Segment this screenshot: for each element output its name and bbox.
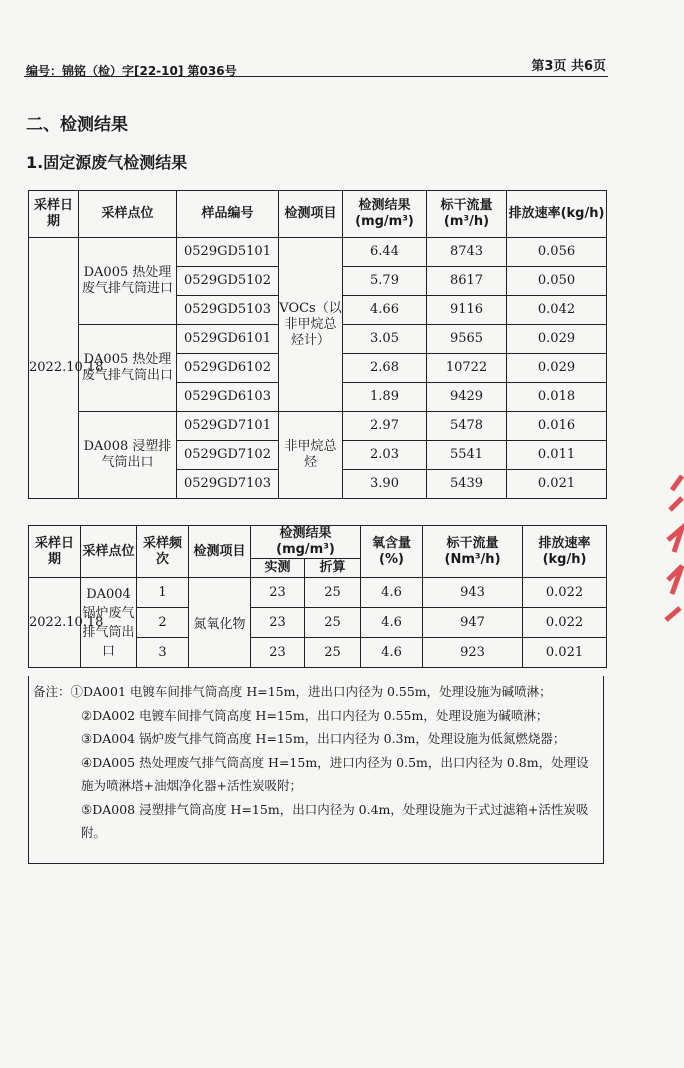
table-header-row — [29, 526, 607, 559]
rate-value: 0.016 — [507, 412, 607, 441]
table-row — [29, 238, 607, 267]
flow-value: 5541 — [427, 441, 507, 470]
frequency-value: 2 — [137, 608, 189, 638]
header-flow: 标干流量(m³/h) — [427, 191, 507, 238]
seal-stamp-edge — [664, 470, 684, 640]
measured-value: 23 — [251, 578, 305, 608]
result-value: 1.89 — [343, 383, 427, 412]
rate-value: 0.021 — [507, 470, 607, 499]
flow-value: 9565 — [427, 325, 507, 354]
remark-4: ④DA005 热处理废气排气筒高度 H=15m，进口内径为 0.5m，出口内径为 0.8m，处理设施为喷淋塔+油烟净化器+活性炭吸附； — [81, 754, 589, 793]
sample-id: 0529GD5102 — [177, 267, 279, 296]
flow-value: 10722 — [427, 354, 507, 383]
result-value: 3.90 — [343, 470, 427, 499]
header-measured: 实测 — [251, 559, 305, 578]
result-value: 4.66 — [343, 296, 427, 325]
header-date: 采样日期 — [29, 191, 79, 238]
converted-value: 25 — [305, 638, 361, 668]
rate-value: 0.042 — [507, 296, 607, 325]
remark-5: ⑤DA008 浸塑排气筒高度 H=15m，出口内径为 0.4m，处理设施为干式过滤箱+活性炭吸附。 — [81, 801, 589, 840]
boiler-nox-results-table — [28, 525, 607, 668]
flow-value: 943 — [423, 578, 523, 608]
rate-value: 0.018 — [507, 383, 607, 412]
result-value: 5.79 — [343, 267, 427, 296]
frequency-value: 3 — [137, 638, 189, 668]
test-item: VOCs（以非甲烷总烃计） — [279, 238, 343, 412]
sampling-point: DA004锅炉废气排气筒出口 — [81, 578, 137, 668]
subsection-title: 1.固定源废气检测结果 — [26, 153, 188, 172]
measured-value: 23 — [251, 608, 305, 638]
result-value: 6.44 — [343, 238, 427, 267]
flow-value: 923 — [423, 638, 523, 668]
sampling-point: DA005 热处理废气排气筒进口 — [79, 238, 177, 325]
sample-id: 0529GD6103 — [177, 383, 279, 412]
flow-value: 9429 — [427, 383, 507, 412]
header-frequency: 采样频次 — [137, 526, 189, 578]
table-row — [29, 412, 607, 441]
measured-value: 23 — [251, 638, 305, 668]
header-oxygen: 氧含量(%) — [361, 526, 423, 578]
sampling-point: DA005 热处理废气排气筒出口 — [79, 325, 177, 412]
result-value: 2.97 — [343, 412, 427, 441]
exhaust-gas-results-table — [28, 190, 607, 499]
table-row — [29, 578, 607, 608]
sample-id: 0529GD7103 — [177, 470, 279, 499]
test-item: 氮氧化物 — [189, 578, 251, 668]
result-value: 3.05 — [343, 325, 427, 354]
header-point: 采样点位 — [79, 191, 177, 238]
flow-value: 8743 — [427, 238, 507, 267]
rate-value: 0.056 — [507, 238, 607, 267]
sample-id: 0529GD5103 — [177, 296, 279, 325]
result-value: 2.03 — [343, 441, 427, 470]
header-item: 检测项目 — [279, 191, 343, 238]
rate-value: 0.029 — [507, 325, 607, 354]
rate-value: 0.022 — [523, 578, 607, 608]
header-result: 检测结果(mg/m³) — [251, 526, 361, 559]
converted-value: 25 — [305, 608, 361, 638]
oxygen-value: 4.6 — [361, 638, 423, 668]
header-point: 采样点位 — [81, 526, 137, 578]
rate-value: 0.022 — [523, 608, 607, 638]
remark-2: ②DA002 电镀车间排气筒高度 H=15m，出口内径为 0.55m，处理设施为碱喷淋； — [81, 707, 549, 723]
remark-3: ③DA004 锅炉废气排气筒高度 H=15m，出口内径为 0.3m，处理设施为低氮燃烧器； — [81, 731, 566, 746]
rate-value: 0.029 — [507, 354, 607, 383]
header-divider — [24, 76, 608, 77]
test-item: 非甲烷总烃 — [279, 412, 343, 499]
page-indicator: 第3页 共6页 — [531, 59, 606, 74]
sample-id: 0529GD7101 — [177, 412, 279, 441]
flow-value: 5478 — [427, 412, 507, 441]
sampling-point: DA008 浸塑排气筒出口 — [79, 412, 177, 499]
header-result: 检测结果(mg/m³) — [343, 191, 427, 238]
rate-value: 0.021 — [523, 638, 607, 668]
header-date: 采样日期 — [29, 526, 81, 578]
sample-id: 0529GD6102 — [177, 354, 279, 383]
header-rate: 排放速率(kg/h) — [507, 191, 607, 238]
table-header-row — [29, 191, 607, 238]
header-rate: 排放速率(kg/h) — [523, 526, 607, 578]
rate-value: 0.011 — [507, 441, 607, 470]
flow-value: 9116 — [427, 296, 507, 325]
oxygen-value: 4.6 — [361, 578, 423, 608]
flow-value: 8617 — [427, 267, 507, 296]
sample-id: 0529GD5101 — [177, 238, 279, 267]
document-number: 编号：锦铭（检）字[22-10] 第036号 — [26, 64, 237, 78]
sample-id: 0529GD7102 — [177, 441, 279, 470]
flow-value: 947 — [423, 608, 523, 638]
oxygen-value: 4.6 — [361, 608, 423, 638]
header-sample: 样品编号 — [177, 191, 279, 238]
sampling-date: 2022.10.18 — [29, 238, 79, 499]
flow-value: 5439 — [427, 470, 507, 499]
header-converted: 折算 — [305, 559, 361, 578]
converted-value: 25 — [305, 578, 361, 608]
rate-value: 0.050 — [507, 267, 607, 296]
remark-1: 备注：①DA001 电镀车间排气筒高度 H=15m，进出口内径为 0.55m，处理设施为碱喷淋； — [33, 684, 552, 699]
result-value: 2.68 — [343, 354, 427, 383]
header-item: 检测项目 — [189, 526, 251, 578]
section-title: 二、检测结果 — [26, 115, 128, 135]
sampling-date: 2022.10.18 — [29, 578, 81, 668]
remarks-box — [28, 676, 604, 864]
frequency-value: 1 — [137, 578, 189, 608]
sample-id: 0529GD6101 — [177, 325, 279, 354]
header-flow: 标干流量(Nm³/h) — [423, 526, 523, 578]
